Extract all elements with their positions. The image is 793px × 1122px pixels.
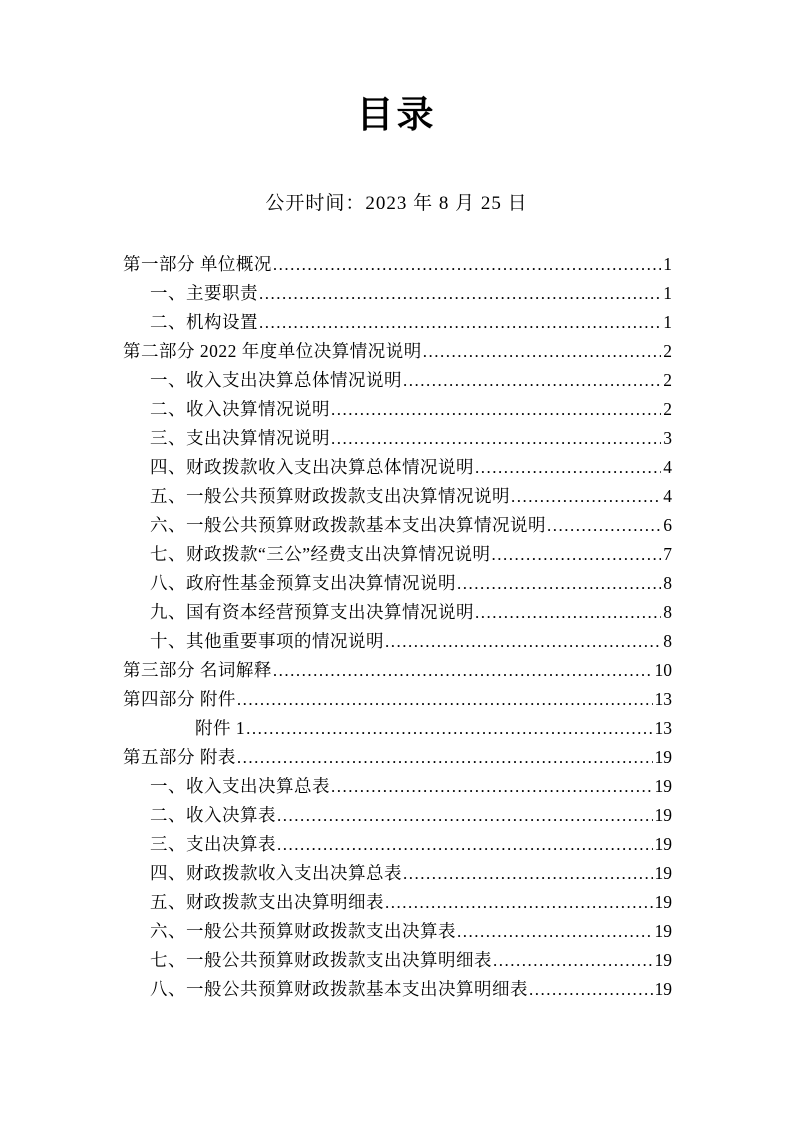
toc-entry-label: 第一部分 单位概况 [123,254,272,274]
toc-entry-label: 第五部分 附表 [123,747,236,767]
toc-page-number: 8 [663,631,672,651]
toc-page-number: 2 [663,399,672,419]
toc-entry [123,801,672,830]
toc-entry [123,830,672,859]
toc-entry [123,917,672,946]
toc-entry [123,366,672,395]
toc-page-number: 19 [654,805,672,825]
toc-dot-leader [259,308,661,337]
toc-entry-label: 八、一般公共预算财政拨款基本支出决算明细表 [150,979,528,999]
toc-entry-label: 第四部分 附件 [123,689,236,709]
toc-dot-leader [331,395,661,424]
toc-page-number: 4 [663,457,672,477]
toc-dot-leader [475,453,661,482]
toc-entry [123,424,672,453]
toc-dot-leader [385,627,661,656]
toc-entry [123,482,672,511]
toc-page-number: 19 [654,921,672,941]
toc-entry-label: 九、国有资本经营预算支出决算情况说明 [150,602,474,622]
toc-entry-label: 一、收入支出决算总表 [150,776,330,796]
toc-dot-leader [457,917,653,946]
toc-entry [123,569,672,598]
toc-entry [123,540,672,569]
toc-dot-leader [246,714,652,743]
toc-dot-leader [403,366,661,395]
toc-entry-label: 二、收入决算情况说明 [150,399,330,419]
toc-entry-label: 七、财政拨款“三公”经费支出决算情况说明 [150,544,491,564]
toc-entry-label: 二、机构设置 [150,312,258,332]
toc-entry [123,279,672,308]
toc-entry-label: 五、一般公共预算财政拨款支出决算情况说明 [150,486,510,506]
toc-page-number: 19 [654,950,672,970]
page-title: 目录 [356,93,437,136]
toc-dot-leader [457,569,661,598]
toc-entry-label: 三、支出决算情况说明 [150,428,330,448]
toc-page-number: 2 [663,370,672,390]
toc-entry [123,772,672,801]
toc-entry [123,859,672,888]
toc-page-number: 19 [654,747,672,767]
toc-entry [123,308,672,337]
toc-dot-leader [273,250,661,279]
toc-page-number: 13 [654,718,672,738]
toc-entry-label: 第三部分 名词解释 [123,660,272,680]
toc-dot-leader [277,830,653,859]
toc-dot-leader [385,888,653,917]
toc-dot-leader [492,540,662,569]
toc-entry-label: 附件 1 [195,718,246,738]
toc-dot-leader [277,801,653,830]
toc-page-number: 10 [654,660,672,680]
toc-entry [123,888,672,917]
toc-entry-label: 十、其他重要事项的情况说明 [150,631,384,651]
toc-entry-label: 四、财政拨款收入支出决算总体情况说明 [150,457,474,477]
toc-page-number: 8 [663,573,672,593]
toc-entry [123,685,672,714]
toc-page-number: 19 [654,834,672,854]
toc-page-number: 13 [654,689,672,709]
toc-page-number: 1 [663,283,672,303]
toc-entry [123,743,672,772]
toc-entry-label: 三、支出决算表 [150,834,276,854]
toc-entry-label: 二、收入决算表 [150,805,276,825]
toc-page-number: 19 [654,863,672,883]
toc-entry-label: 六、一般公共预算财政拨款支出决算表 [150,921,456,941]
toc-entry-label: 五、财政拨款支出决算明细表 [150,892,384,912]
toc-dot-leader [259,279,661,308]
toc-entry [123,975,672,1004]
toc-entry [123,946,672,975]
toc-entry-label: 八、政府性基金预算支出决算情况说明 [150,573,456,593]
toc-page-number: 19 [654,776,672,796]
toc-dot-leader [475,598,661,627]
toc-entry-label: 一、收入支出决算总体情况说明 [150,370,402,390]
toc-dot-leader [273,656,653,685]
toc-dot-leader [403,859,653,888]
toc-entry [123,337,672,366]
toc-entry [123,395,672,424]
toc-entry-label: 七、一般公共预算财政拨款支出决算明细表 [150,950,492,970]
toc-dot-leader [237,685,653,714]
toc-page-number: 2 [663,341,672,361]
toc-dot-leader [331,424,661,453]
toc-entry [123,627,672,656]
toc-entry [123,453,672,482]
toc-entry [123,714,672,743]
toc-page-number: 1 [663,312,672,332]
toc-dot-leader [547,511,661,540]
publish-date-line: 公开时间：2023 年 8 月 25 日 [265,193,528,214]
toc-page-number: 7 [663,544,672,564]
toc-entry [123,511,672,540]
toc-dot-leader [529,975,653,1004]
toc-page-number: 3 [663,428,672,448]
toc-page-number: 19 [654,979,672,999]
toc-dot-leader [331,772,653,801]
toc-page-number: 8 [663,602,672,622]
toc-dot-leader [237,743,653,772]
toc-entry [123,250,672,279]
toc-dot-leader [493,946,653,975]
toc-page-number: 1 [663,254,672,274]
toc-page-number: 4 [663,486,672,506]
toc-page-number: 19 [654,892,672,912]
toc-page-number: 6 [663,515,672,535]
toc-dot-leader [423,337,662,366]
toc-entry [123,656,672,685]
table-of-contents [123,250,672,1004]
toc-entry-label: 第二部分 2022 年度单位决算情况说明 [123,341,422,361]
toc-entry [123,598,672,627]
toc-entry-label: 四、财政拨款收入支出决算总表 [150,863,402,883]
toc-entry-label: 六、一般公共预算财政拨款基本支出决算情况说明 [150,515,546,535]
toc-dot-leader [511,482,661,511]
toc-entry-label: 一、主要职责 [150,283,258,303]
